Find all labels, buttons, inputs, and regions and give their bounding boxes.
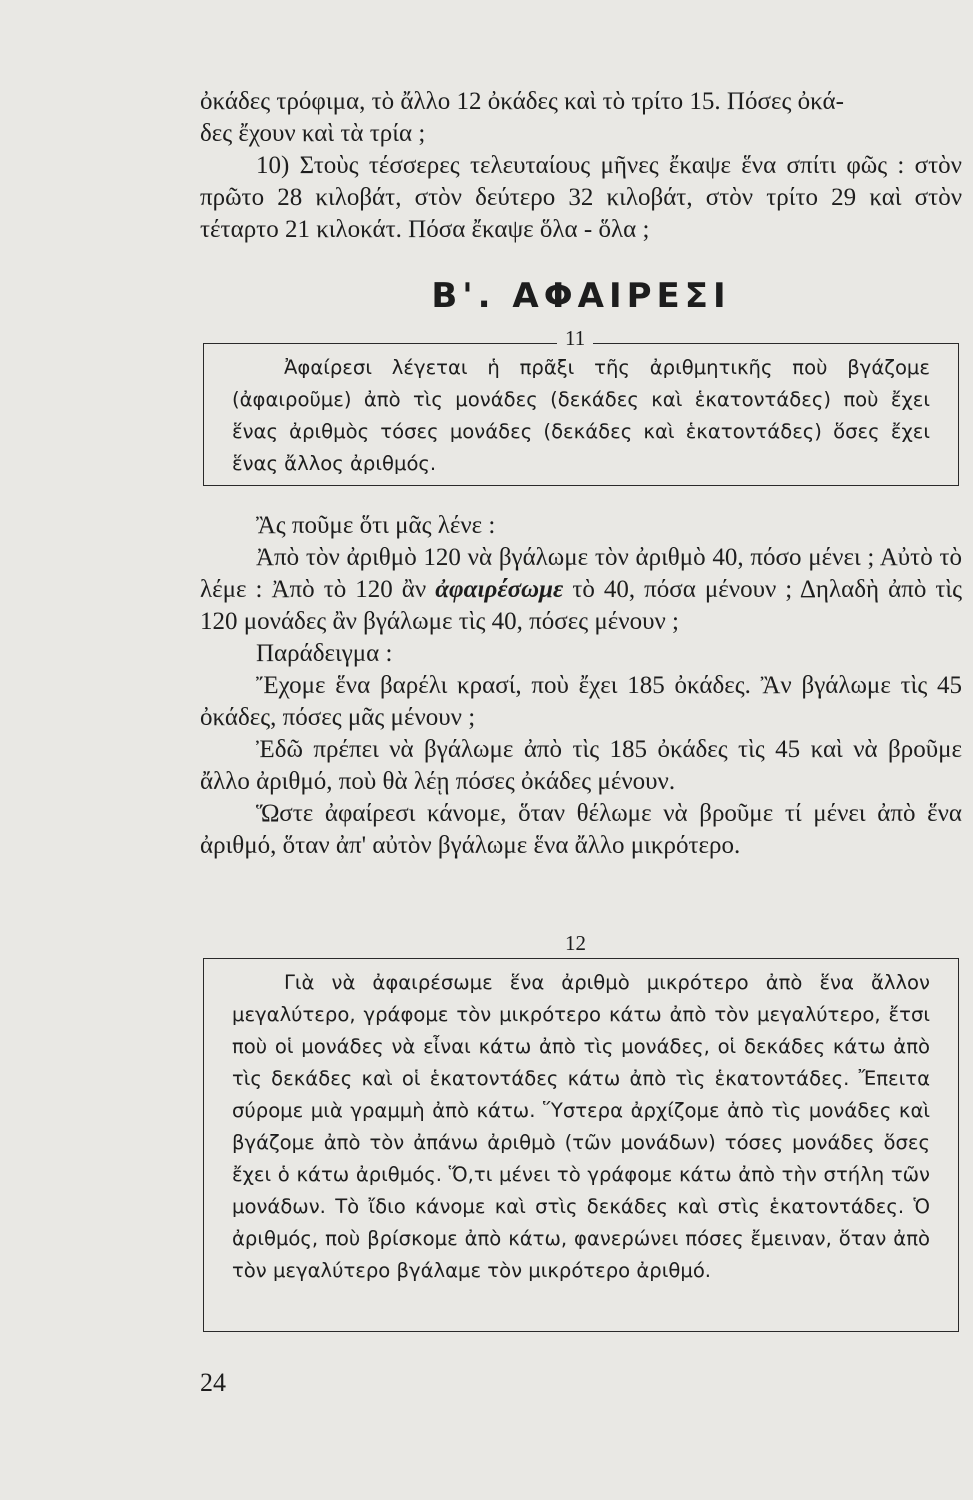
top-line-2: δες ἔχουν καὶ τὰ τρία ; [200,120,426,147]
top-line-1: ὀκάδες τρόφιμα, τὸ ἄλλο 12 ὀκάδες καὶ τὸ τρίτο 15. Πόσες ὀκά- [200,88,844,115]
body-p2 [200,542,962,638]
body-p2-a: Ἀπὸ τὸν ἀριθμὸ 120 νὰ βγάλωμε τὸν ἀριθμὸ 40, πόσο μένει ; Αὐτὸ τὸ λέμε : Ἀπὸ τὸ 120 ἂν [200,544,962,603]
top-paragraph [200,86,962,150]
body-p3: Παράδειγμα : [256,640,393,667]
section-heading: Β'. ΑΦΑΙΡΕΣΙ [431,276,731,316]
problem-10-text: 10) Στοὺς τέσσερες τελευταίους μῆνες ἔκαψε ἕνα σπίτι φῶς : στὸν πρῶτο 28 κιλοβάτ, στὸν δεύτερο 32 κιλοβάτ, στὸν τρίτο 29 καὶ στὸν τέταρτο 21 κιλοκάτ. Πόσα ἔκαψε ὅλα - ὅλα ; [200,152,962,243]
body-p1: Ἂς ποῦμε ὅτι μᾶς λένε : [256,512,496,539]
page-number: 24 [200,1368,226,1397]
body-p4: Ἔχομε ἕνα βαρέλι κρασί, ποὺ ἔχει 185 ὀκάδες. Ἂν βγάλωμε τὶς 45 ὀκάδες, πόσες μᾶς μένουν ; [200,672,962,731]
problem-10 [200,150,962,246]
definition-text: Ἀφαίρεσι λέγεται ἡ πρᾶξι τῆς ἀριθμητικῆς ποὺ βγάζομε (ἀφαιροῦμε) ἀπὸ τὶς μονάδες (δεκάδες καὶ ἑκατοντάδες) ποὺ ἔχει ἕνας ἀριθμὸς τόσες μονάδες (δεκάδες καὶ ἑκατοντάδες) ὅσες ἔχει ἕνας ἄλλος ἀριθμός. [232,356,930,475]
section-number-11: 11 [557,326,593,351]
body-p2-b: τὸ 40, πόσα μένουν ; Δηλαδὴ ἀπὸ τὶς 120 μονάδες ἂν βγάλωμε τὶς 40, πόσες μένουν ; [200,576,963,635]
section-number-12: 12 [557,931,594,956]
emphasis-subtract: ἀφαιρέσωμε [435,576,564,603]
body-text [200,510,962,862]
rule-box-12 [203,958,959,1332]
rule-text: Γιὰ νὰ ἀφαιρέσωμε ἕνα ἀριθμὸ μικρότερο ἀπὸ ἕνα ἄλλον μεγαλύτερο, γράφομε τὸν μικρότερο κάτω ἀπὸ τὸν μεγαλύτερο, ἔτσι ποὺ οἱ μονάδες νὰ εἶναι κάτω ἀπὸ τὶς μονάδες, οἱ δεκάδες κάτω ἀπὸ τὶς δεκάδες καὶ οἱ ἑκατοντάδες κάτω ἀπὸ τὶς ἑκατοντάδες. Ἔπειτα σύρομε μιὰ γραμμὴ ἀπὸ κάτω. Ὕστερα ἀρχίζομε ἀπὸ τὶς μονάδες καὶ βγάζομε ἀπὸ τὸν ἀπάνω ἀριθμὸ (τῶν μονάδων) τόσες μονάδες ὅσες ἔχει ὁ κάτω ἀριθμός. Ὅ,τι μένει τὸ γράφομε κάτω ἀπὸ τὴν στήλη τῶν μονάδων. Τὸ ἴδιο κάνομε καὶ στὶς δεκάδες καὶ στὶς ἑκατοντάδες. Ὁ ἀριθμός, ποὺ βρίσκομε ἀπὸ κάτω, φανερώνει πόσες ἔμειναν, ὅταν ἀπὸ τὸν μεγαλύτερο βγάλαμε τὸν μικρότερο ἀριθμό. [232,971,930,1282]
body-p5: Ἐδῶ πρέπει νὰ βγάλωμε ἀπὸ τὶς 185 ὀκάδες τὶς 45 καὶ νὰ βροῦμε ἄλλο ἀριθμό, ποὺ θὰ λέῃ πόσες ὀκάδες μένουν. [200,736,962,795]
body-p6: Ὥστε ἀφαίρεσι κάνομε, ὅταν θέλωμε νὰ βροῦμε τί μένει ἀπὸ ἕνα ἀριθμό, ὅταν ἀπ' αὐτὸν βγάλωμε ἕνα ἄλλο μικρότερο. [200,800,962,859]
definition-box-11 [203,343,959,486]
